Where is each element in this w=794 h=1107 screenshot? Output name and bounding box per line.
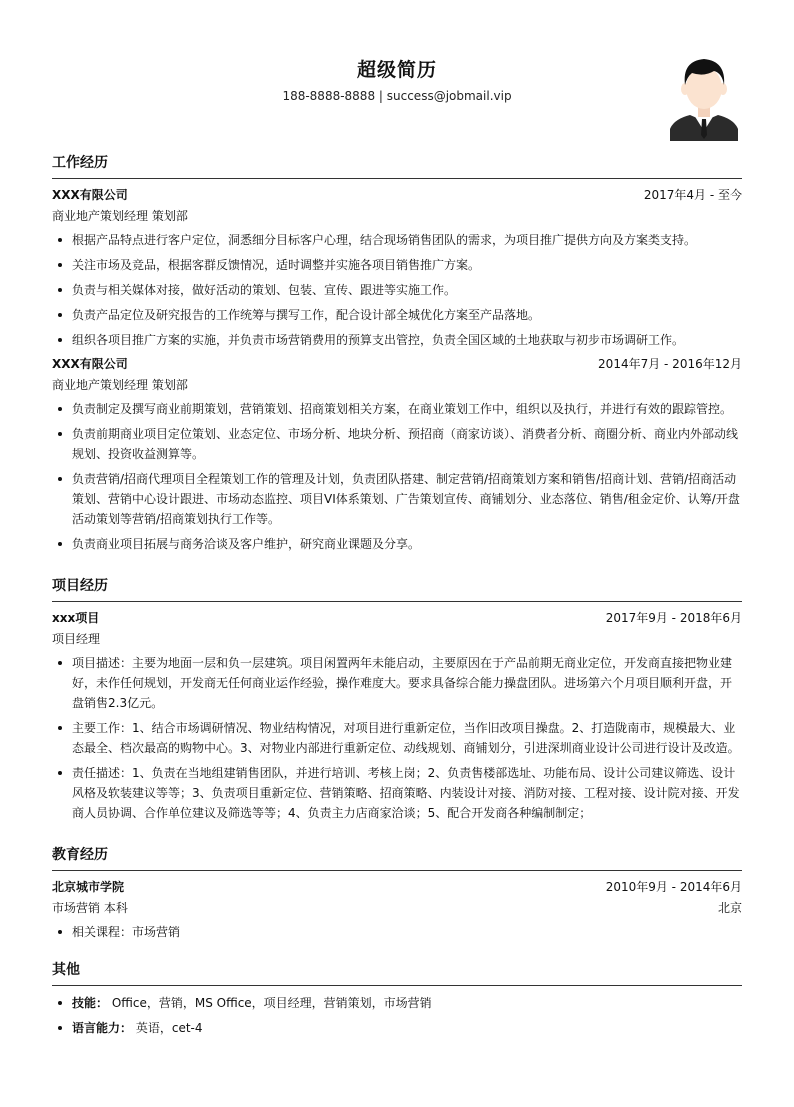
education-section [52,844,742,942]
list-item: 根据产品特点进行客户定位，洞悉细分目标客户心理，结合现场销售团队的需求，为项目推广提供方向及方案类支持。 [72,230,742,250]
contact-info: 188-8888-8888 | success@jobmail.vip [282,89,512,103]
resume-content [52,152,742,1043]
project-section [52,575,742,823]
work-section [52,152,742,554]
list-item: 负责与相关媒体对接，做好活动的策划、包装、宣传、跟进等实施工作。 [72,280,742,300]
language-label: 语言能力： [72,1021,133,1035]
date-range: 2010年9月 - 2014年6月 [605,880,742,894]
list-item: 关注市场及竞品，根据客群反馈情况，适时调整并实施各项目销售推广方案。 [72,255,742,275]
company-name: XXX有限公司 [52,357,128,371]
list-item: 责任描述：1、负责在当地组建销售团队，并进行培训、考核上岗；2、负责售楼部选址、功能布局、设计公司建议筛选、设计风格及软装建议等等；3、负责项目重新定位、营销策略、招商策略、内装设计对接、消防对接、工程对接、设计院对接、开发商人员协调、合作单位建议及筛选等等；4、负责主力店商家洽谈；5、配合开发商各种编制制定； [72,763,742,823]
school-name: 北京城市学院 [52,880,125,894]
project-role: 项目经理 [52,632,101,646]
job-role: 商业地产策划经理 策划部 [52,209,188,223]
businessman-avatar-icon [668,55,740,141]
list-item: 负责产品定位及研究报告的工作统筹与撰写工作，配合设计部全城优化方案至产品落地。 [72,305,742,325]
list-item [72,993,742,1013]
work-entry [52,186,742,350]
company-name: XXX有限公司 [52,188,128,202]
date-range: 2017年9月 - 2018年6月 [605,611,742,625]
list-item: 相关课程：市场营销 [72,922,742,942]
list-item: 负责前期商业项目定位策划、业态定位、市场分析、地块分析、预招商（商家访谈）、消费者分析、商圈分析、商业内外部动线规划、投资收益测算等。 [72,424,742,464]
date-range: 2017年4月 - 至今 [643,188,742,202]
section-title-work: 工作经历 [52,152,742,179]
work-entry [52,355,742,554]
location: 北京 [717,901,742,915]
section-title-projects: 项目经历 [52,575,742,602]
list-item: 负责商业项目拓展与商务洽谈及客户维护，研究商业课题及分享。 [72,534,742,554]
date-range: 2014年7月 - 2016年12月 [598,357,742,371]
job-role: 商业地产策划经理 策划部 [52,378,188,392]
major-degree: 市场营销 本科 [52,901,128,915]
education-entry [52,878,742,942]
resume-name: 超级简历 [356,59,437,81]
project-entry [52,609,742,823]
section-title-other: 其他 [52,959,742,986]
list-item: 负责制定及撰写商业前期策划，营销策划、招商策划相关方案，在商业策划工作中，组织以及执行，并进行有效的跟踪管控。 [72,399,742,419]
project-name: xxx项目 [52,611,100,625]
skill-value: Office，营销，MS Office，项目经理，营销策划，市场营销 [111,996,432,1010]
list-item: 项目描述：主要为地面一层和负一层建筑。项目闲置两年未能启动，主要原因在于产品前期无商业定位，开发商直接把物业建好，未作任何规划，开发商无任何商业运作经验，操作难度大。要求具备综合能力操盘团队。进场第六个月项目顺利开盘，开盘销售2.3亿元。 [72,653,742,713]
list-item: 主要工作：1、结合市场调研情况、物业结构情况，对项目进行重新定位，当作旧改项目操盘。2、打造陇南市，规模最大、业态最全、档次最高的购物中心。3、对物业内部进行重新定位、动线规划、商铺划分，引进深圳商业设计公司进行设计及改造。 [72,718,742,758]
skill-label: 技能： [72,996,109,1010]
section-title-education: 教育经历 [52,844,742,871]
language-value: 英语，cet-4 [135,1021,203,1035]
list-item: 组织各项目推广方案的实施，并负责市场营销费用的预算支出管控，负责全国区域的土地获取与初步市场调研工作。 [72,330,742,350]
other-section [52,959,742,1038]
list-item [72,1018,742,1038]
list-item: 负责营销/招商代理项目全程策划工作的管理及计划，负责团队搭建、制定营销/招商策划方案和销售/招商计划、营销/招商活动策划、营销中心设计跟进、市场动态监控、项目VI体系策划、广告策划宣传、商铺划分、业态落位、销售/租金定价、认筹/开盘活动策划等营销/招商策划执行工作等。 [72,469,742,529]
avatar [668,55,740,141]
